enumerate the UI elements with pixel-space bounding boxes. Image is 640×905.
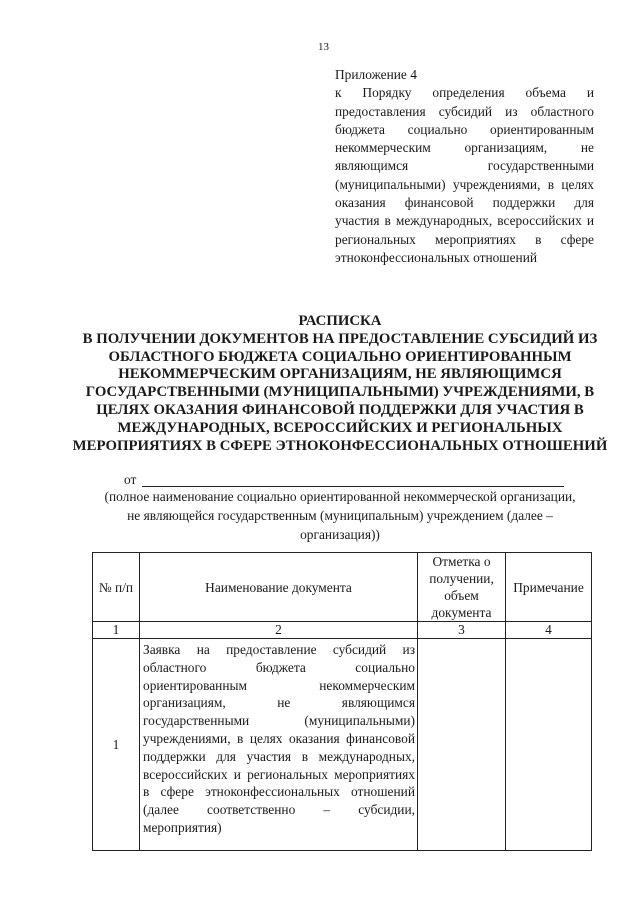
organization-name-blank <box>142 486 564 487</box>
document-subtitle: В ПОЛУЧЕНИИ ДОКУМЕНТОВ НА ПРЕДОСТАВЛЕНИЕ СУБСИДИЙ ИЗ ОБЛАСТНОГО БЮДЖЕТА СОЦИАЛЬНО ОРИЕНТИРОВАННЫМ НЕКОММЕРЧЕСКИМ ОРГАНИЗАЦИЯМ, НЕ ЯВЛЯЮЩИМСЯ ГОСУДАРСТВЕННЫМИ (МУНИЦИПАЛЬНЫМИ) УЧРЕЖДЕНИЯМИ, В ЦЕЛЯХ ОКАЗАНИЯ ФИНАНСОВОЙ ПОДДЕРЖКИ ДЛЯ УЧАСТИЯ В МЕЖДУНАРОДНЫХ, ВСЕРОССИЙСКИХ И РЕГИОНАЛЬНЫХ МЕРОПРИЯТИЯХ В СФЕРЕ ЭТНОКОНФЕССИОНАЛЬНЫХ ОТНОШЕНИЙ <box>72 330 608 454</box>
header-note: Примечание <box>506 553 592 622</box>
from-label: от <box>124 472 137 487</box>
row-receipt-mark <box>418 639 506 851</box>
document-title-block <box>60 313 620 455</box>
column-number: 2 <box>140 622 418 639</box>
column-number: 3 <box>418 622 506 639</box>
page-number: 13 <box>318 41 329 53</box>
appendix-block <box>335 66 594 267</box>
row-note <box>506 639 592 851</box>
documents-table <box>92 552 592 851</box>
column-number: 4 <box>506 622 592 639</box>
table-row <box>93 639 592 851</box>
row-number: 1 <box>93 639 140 851</box>
header-mark: Отметка о получении, объем документа <box>418 553 506 622</box>
column-number-row <box>93 622 592 639</box>
column-number: 1 <box>93 622 140 639</box>
table-header-row <box>93 553 592 622</box>
appendix-heading: Приложение 4 <box>335 67 417 82</box>
row-document-name: Заявка на предоставление субсидий из областного бюджета социально ориентированным некоммерческим организациям, не являющимся государственными (муниципальными) учреждениями, в целях оказания финансовой поддержки для участия в международных, всероссийских и региональных мероприятиях в сфере этноконфессиональных отношений (далее соответственно – субсидии, мероприятия) <box>140 639 418 851</box>
header-num: № п/п <box>93 553 140 622</box>
document-title: РАСПИСКА <box>298 313 382 329</box>
organization-name-hint: (полное наименование социально ориентированной некоммерческой организации, не являющейся государственным (муниципальным) учреждением (далее – организация)) <box>104 489 576 542</box>
appendix-text: к Порядку определения объема и предоставления субсидий из областного бюджета социально ориентированным некоммерческим организациям, не являющимся государственными (муниципальными) учреждениями, в целях оказания финансовой поддержки для участия в международных, всероссийских и региональных мероприятиях в сфере этноконфессиональных отношений <box>335 85 594 265</box>
header-doc: Наименование документа <box>140 553 418 622</box>
